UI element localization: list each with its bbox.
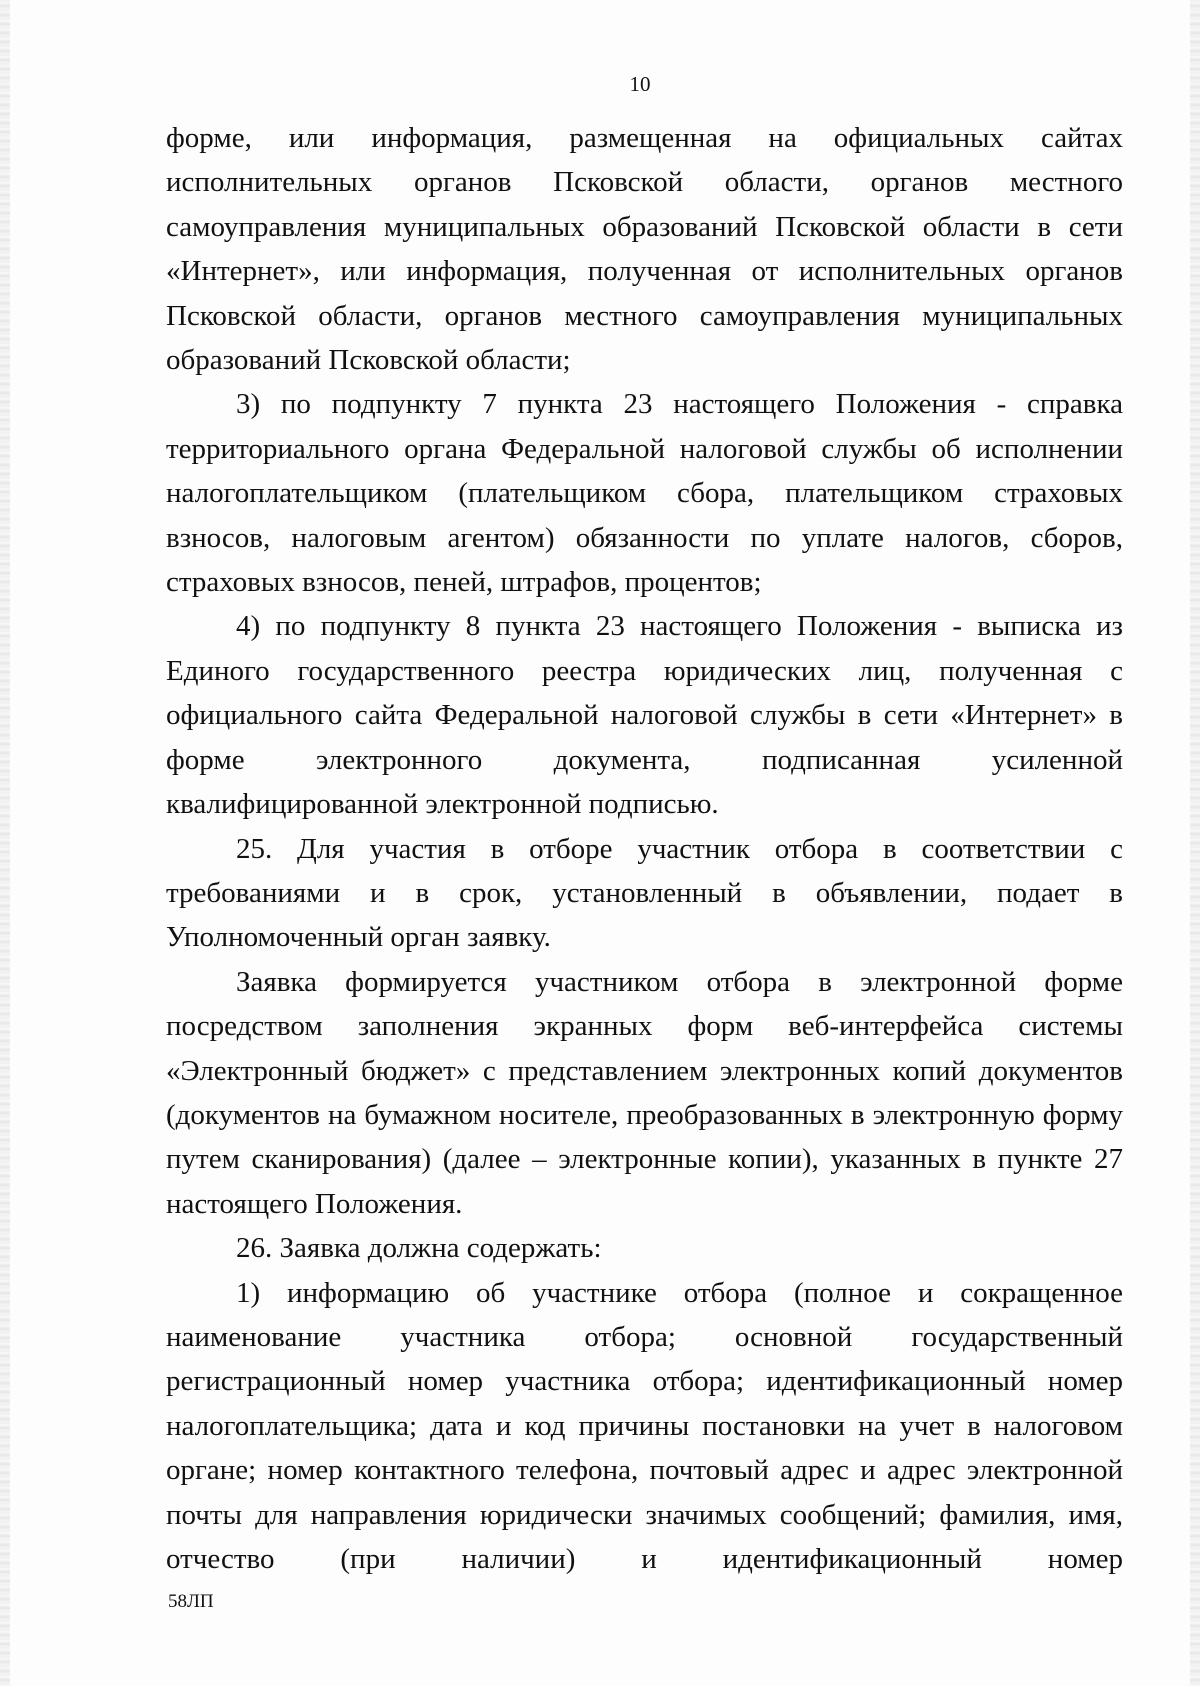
paragraph-item-3: 3) по подпункту 7 пункта 23 настоящего Положения - справка территориального органа Федеральной налоговой службы об исполнении налогоплательщиком (плательщиком сбора, плательщиком страховых взносов, налоговым агентом) обязанности по уплате налогов, сборов, страховых взносов, пеней, штрафов, процентов; — [166, 388, 1123, 599]
paragraph-application-form: Заявка формируется участником отбора в электронной форме посредством заполнения экранных форм веб-интерфейса системы «Электронный бюджет» с представлением электронных копий документов (документов на бумажном носителе, преобразованных в электронную форму путем сканирования) (далее – электронные копии), указанных в пункте 27 настоящего Положения. — [166, 965, 1123, 1220]
scan-edge-left — [0, 0, 10, 1686]
paragraph-item-1: 1) информацию об участнике отбора (полное и сокращенное наименование участника отбора; основной государственный регистрационный номер участника отбора; идентификационный номер налогоплательщика; дата и код причины постановки на учет в налоговом органе; номер контактного телефона, почтовый адрес и адрес электронной почты для направления юридически значимых сообщений; фамилия, имя, отчество (при наличии) и идентификационный номер — [166, 1276, 1123, 1575]
paragraph-item-4: 4) по подпункту 8 пункта 23 настоящего Положения - выписка из Единого государственного реестра юридических лиц, полученная с официального сайта Федеральной налоговой службы в сети «Интернет» в форме электронного документа, подписанная усиленной квалифицированной электронной подписью. — [166, 610, 1123, 821]
footer-document-code: 58ЛП — [168, 1591, 214, 1612]
scan-edge-right — [1190, 0, 1200, 1686]
page-number: 10 — [629, 72, 651, 96]
paragraph-clause-25: 25. Для участия в отборе участник отбора в соответствии с требованиями и в срок, установленный в объявлении, подает в Уполномоченный орган заявку. — [166, 832, 1123, 954]
document-body — [166, 116, 1123, 1581]
paragraph-continuation: форме, или информация, размещенная на официальных сайтах исполнительных органов Псковской области, органов местного самоуправления муниципальных образований Псковской области в сети «Интернет», или информация, полученная от исполнительных органов Псковской области, органов местного самоуправления муниципальных образований Псковской области; — [166, 122, 1123, 377]
paragraph-clause-26: 26. Заявка должна содержать: — [236, 1232, 602, 1265]
